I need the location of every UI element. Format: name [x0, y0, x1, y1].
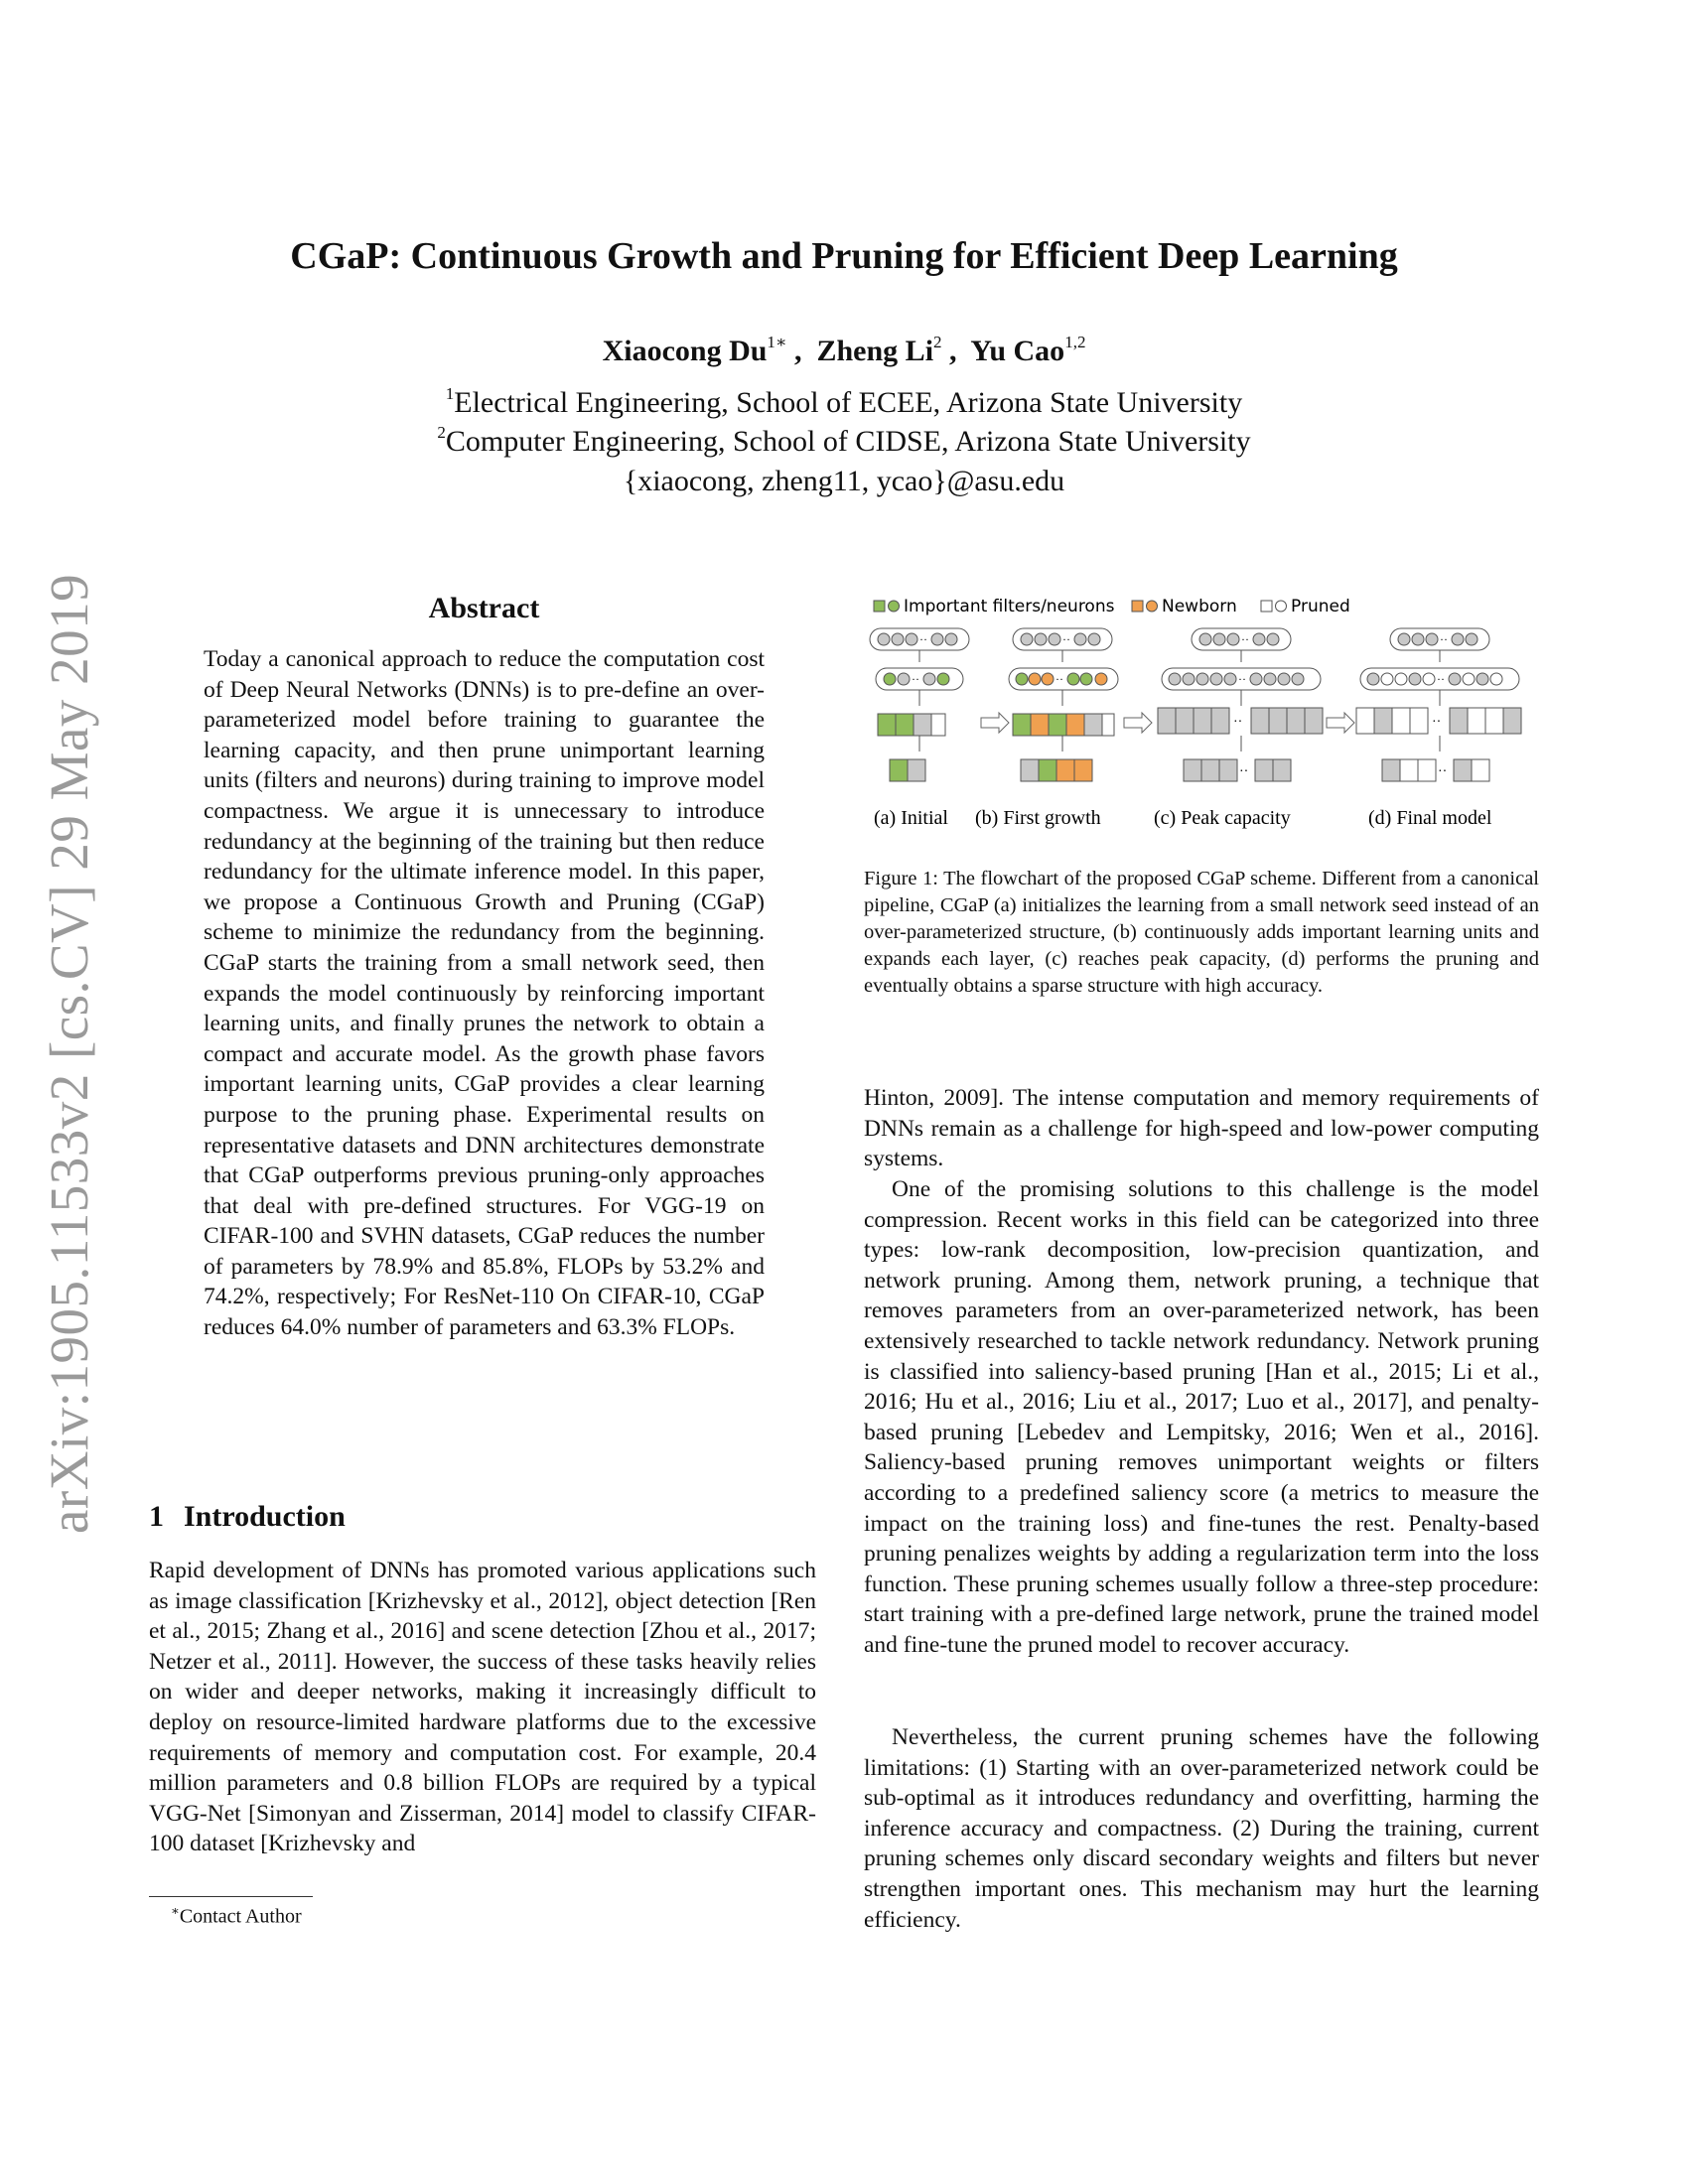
- neuron: [906, 633, 917, 645]
- section-number: 1: [149, 1500, 164, 1533]
- filter: [1472, 759, 1489, 781]
- neuron: [1466, 633, 1477, 645]
- neuron: [1292, 673, 1304, 685]
- section-heading-introduction: [149, 1500, 365, 1534]
- filter: [1211, 708, 1229, 734]
- neuron: [1398, 633, 1410, 645]
- neuron: [898, 673, 910, 685]
- ellipsis: ··: [1233, 715, 1243, 730]
- ellipsis: ··: [1241, 632, 1249, 646]
- legend-newborn-circle: [1147, 601, 1158, 612]
- filter: [1194, 708, 1211, 734]
- cgap-flowchart: [864, 591, 1539, 849]
- author-name: Zheng Li: [816, 335, 934, 367]
- neuron: [1029, 673, 1041, 685]
- filter: [1084, 714, 1102, 736]
- neuron: [1412, 633, 1424, 645]
- neuron: [1016, 673, 1028, 685]
- filter: [1039, 759, 1056, 781]
- legend-pruned-label: Pruned: [1291, 597, 1350, 616]
- filter: [1066, 714, 1084, 736]
- panel-a-initial: [870, 628, 969, 781]
- filter: [1255, 759, 1273, 781]
- filter: [1392, 708, 1410, 734]
- affiliation-1: $^1$Electrical Engineering, School of ECEE, Arizona State University: [445, 384, 1243, 419]
- filter: [1219, 759, 1237, 781]
- neuron: [1423, 673, 1435, 685]
- neuron: [945, 633, 957, 645]
- figure-1: [864, 591, 1539, 849]
- filter: [1074, 759, 1092, 781]
- flow-arrow: [1327, 713, 1354, 733]
- ellipsis: ··: [1437, 672, 1445, 686]
- abstract-heading: Abstract: [428, 592, 540, 624]
- ellipsis: ··: [1440, 632, 1448, 646]
- legend-pruned-circle: [1276, 601, 1287, 612]
- panel-b-first-growth: [1009, 628, 1118, 781]
- panel-label-d: (d) Final model: [1368, 807, 1492, 829]
- neuron: [892, 633, 904, 645]
- neuron: [1210, 673, 1222, 685]
- neuron: [1409, 673, 1421, 685]
- neuron: [1074, 633, 1086, 645]
- neuron: [1095, 673, 1107, 685]
- legend-important-square: [874, 601, 885, 612]
- filter: [1102, 714, 1114, 736]
- neuron: [1264, 673, 1276, 685]
- neuron: [1426, 633, 1438, 645]
- filter: [1374, 708, 1392, 734]
- filter: [1049, 714, 1066, 736]
- legend-newborn-label: Newborn: [1162, 597, 1237, 616]
- filter: [1184, 759, 1201, 781]
- neuron: [1227, 633, 1239, 645]
- neuron: [1067, 673, 1079, 685]
- ellipsis: ··: [1238, 672, 1246, 686]
- neuron: [1021, 633, 1033, 645]
- ellipsis: ··: [919, 632, 927, 646]
- neuron: [878, 633, 890, 645]
- panel-label-a: (a) Initial: [874, 807, 948, 829]
- neuron: [1490, 673, 1502, 685]
- filter: [1418, 759, 1436, 781]
- filter: [1021, 759, 1039, 781]
- legend-important-circle: [889, 601, 900, 612]
- neuron: [923, 673, 935, 685]
- ellipsis: ··: [912, 672, 919, 686]
- filter: [878, 714, 896, 736]
- flow-arrow: [1124, 713, 1152, 733]
- neuron: [1381, 673, 1393, 685]
- legend-important-label: Important filters/neurons: [904, 597, 1115, 616]
- neuron: [1224, 673, 1236, 685]
- neuron: [1463, 673, 1475, 685]
- filter: [1176, 708, 1194, 734]
- author-sup: 1,2: [1064, 333, 1086, 351]
- filter: [1269, 708, 1287, 734]
- neuron: [1253, 633, 1265, 645]
- panel-label-c: (c) Peak capacity: [1154, 807, 1291, 829]
- arxiv-identifier: arXiv:1905.11533v2 [cs.CV] 29 May 2019: [39, 573, 99, 1534]
- filter: [1382, 759, 1400, 781]
- neuron: [1042, 673, 1054, 685]
- footnote: ∗Contact Author: [171, 1903, 302, 1928]
- filter: [890, 759, 908, 781]
- legend-newborn-square: [1132, 601, 1143, 612]
- filter: [1201, 759, 1219, 781]
- filter: [1287, 708, 1305, 734]
- filter: [1410, 708, 1428, 734]
- ellipsis: ··: [1438, 764, 1448, 779]
- author-sup: 1∗: [767, 333, 787, 351]
- neuron: [1278, 673, 1290, 685]
- filter: [908, 759, 925, 781]
- filter: [1056, 759, 1074, 781]
- neuron: [1049, 633, 1060, 645]
- neuron: [1477, 673, 1488, 685]
- filter: [1485, 708, 1503, 734]
- section-title: Introduction: [184, 1500, 346, 1533]
- ellipsis: ··: [1062, 632, 1070, 646]
- filter: [1013, 714, 1031, 736]
- filter: [1468, 708, 1485, 734]
- neuron: [1213, 633, 1225, 645]
- panel-label-b: (b) First growth: [975, 807, 1101, 829]
- neuron: [1452, 633, 1464, 645]
- filter: [1031, 714, 1049, 736]
- filter: [1305, 708, 1323, 734]
- filter: [1503, 708, 1521, 734]
- flow-arrow: [981, 713, 1009, 733]
- legend-pruned-square: [1261, 601, 1272, 612]
- ellipsis: ··: [1432, 715, 1442, 730]
- right-paragraph-1: Hinton, 2009]. The intense computation and memory requirements of DNNs remain as a challenge for high-speed and low-power computing systems.: [864, 1085, 1539, 1172]
- author-name: Xiaocong Du: [602, 335, 768, 367]
- footnote-rule: [149, 1896, 313, 1897]
- filter: [1273, 759, 1291, 781]
- neuron: [937, 673, 949, 685]
- neuron: [1267, 633, 1279, 645]
- neuron: [1449, 673, 1461, 685]
- ellipsis: ··: [1055, 672, 1063, 686]
- ellipsis: ··: [1239, 764, 1249, 779]
- paper-title: CGaP: Continuous Growth and Pruning for Efficient Deep Learning: [290, 235, 1398, 277]
- neuron: [1367, 673, 1379, 685]
- panel-d-final-model: [1356, 628, 1521, 781]
- author-sup: 2: [933, 333, 942, 351]
- panel-c-peak-capacity: [1158, 628, 1323, 781]
- filter: [1450, 708, 1468, 734]
- neuron: [1196, 673, 1208, 685]
- figure-caption: Figure 1: The flowchart of the proposed CGaP scheme. Different from a canonical pipeline, CGaP (a) initializes the learning from a small network seed instead of an over-parameterized structure, (b) continuously adds important learning units and expands each layer, (c) reaches peak capacity, (d) performs the pruning and eventually obtains a sparse structure with high accuracy.: [864, 868, 1539, 997]
- filter: [1356, 708, 1374, 734]
- filter: [1400, 759, 1418, 781]
- neuron: [931, 633, 943, 645]
- intro-paragraph: Rapid development of DNNs has promoted various applications such as image classification [Krizhevsky et al., 2012], object detection [Ren et al., 2015; Zhang et al., 2016] and scene detection [Zhou et al., 2017; Netzer et al., 2011]. However, the success of these tasks heavily relies on wider and deeper networks, making it increasingly difficult to deploy on resource-limited hardware platforms due to the excessive requirements of memory and computation cost. For example, 20.4 million parameters and 0.8 billion FLOPs are required by a typical VGG-Net [Simonyan and Zisserman, 2014] model to classify CIFAR-100 dataset [Krizhevsky and: [149, 1558, 816, 1857]
- affiliation-2: $^2$Computer Engineering, School of CIDSE, Arizona State University: [437, 423, 1251, 458]
- filter: [1158, 708, 1176, 734]
- neuron: [884, 673, 896, 685]
- filter: [1454, 759, 1472, 781]
- author-email: {xiaocong, zheng11, ycao}@asu.edu: [623, 465, 1065, 497]
- neuron: [1080, 673, 1092, 685]
- filter: [931, 714, 945, 736]
- author-list: Xiaocong $Du^{1∗}$ , Zheng Li$^2$ , Yu Cao$^{1,2}$: [602, 333, 1086, 367]
- filter: [896, 714, 914, 736]
- author-name: Yu Cao: [970, 335, 1065, 367]
- neuron: [1169, 673, 1181, 685]
- neuron: [1088, 633, 1100, 645]
- abstract-text: Today a canonical approach to reduce the computation cost of Deep Neural Networks (DNNs) is to pre-define an over-parameterized model before training to guarantee the learning capacity, and then prune unimportant learning units (filters and neurons) during training to improve model compactness. We argue it is unnecessary to introduce redundancy at the beginning of the training but then reduce redundancy for the ultimate inference model. In this paper, we propose a Continuous Growth and Pruning (CGaP) scheme to minimize the redundancy from the beginning. CGaP starts the training from a small network seed, then expands the model continuously by reinforcing important learning units, and finally prunes the network to obtain a compact and accurate model. As the growth phase favors important learning units, CGaP provides a clear learning purpose to the pruning phase. Experimental results on representative datasets and DNN architectures demonstrate that CGaP outperforms previous pruning-only approaches that deal with pre-defined structures. For VGG-19 on CIFAR-100 and SVHN datasets, CGaP reduces the number of parameters by 78.9% and 85.8%, FLOPs by 53.2% and 74.2%, respectively; For ResNet-110 On CIFAR-10, CGaP reduces 64.0% number of parameters and 63.3% FLOPs.: [204, 646, 765, 1341]
- neuron: [1395, 673, 1407, 685]
- neuron: [1250, 673, 1262, 685]
- filter: [1251, 708, 1269, 734]
- neuron: [1199, 633, 1211, 645]
- neuron: [1183, 673, 1195, 685]
- neuron: [1035, 633, 1047, 645]
- filter: [914, 714, 931, 736]
- right-paragraph-2: One of the promising solutions to this challenge is the model compression. Recent works in this field can be categorized into three types: low-rank decomposition, low-precision quantization, and network pruning. Among them, network pruning, a technique that removes parameters from an over-parameterized network, has been extensively researched to tackle network redundancy. Network pruning is classified into saliency-based pruning [Han et al., 2015; Li et al., 2016; Hu et al., 2016; Liu et al., 2017; Luo et al., 2017], and penalty-based pruning [Lebedev and Lempitsky, 2016; Wen et al., 2016]. Saliency-based pruning removes unimportant weights or filters according to a predefined saliency score (a metrics to measure the impact on the training loss) and fine-tunes the rest. Penalty-based pruning penalizes weights by adding a regularization term into the loss function. These pruning schemes usually follow a three-step procedure: start training with a pre-defined large network, prune the trained model and fine-tune the pruned model to recover accuracy.: [864, 1176, 1539, 1658]
- right-paragraph-3: Nevertheless, the current pruning schemes have the following limitations: (1) Starting with an over-parameterized network could be sub-optimal as it introduces redundancy and overfitting, harming the inference accuracy and compactness. (2) During the training, current pruning schemes only discard secondary weights and filters but never strengthen important ones. This mechanism may hurt the learning efficiency.: [864, 1724, 1539, 1933]
